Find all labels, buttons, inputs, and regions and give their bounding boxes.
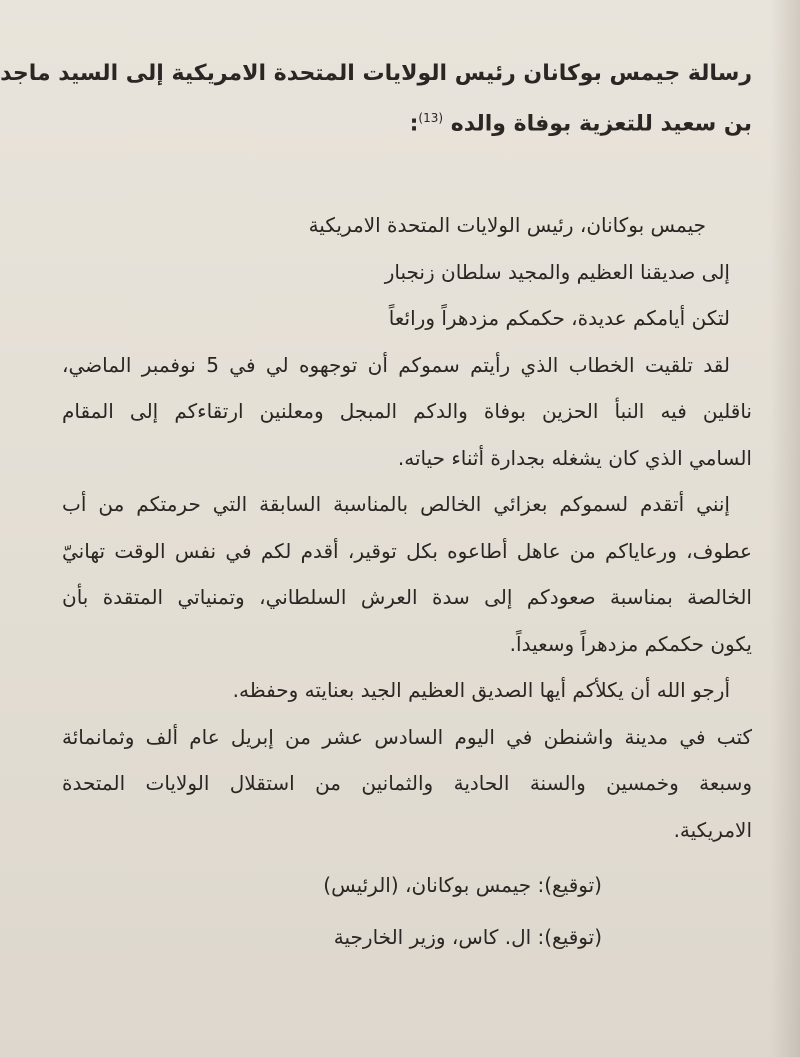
para3-line-1: أرجو الله أن يكلأكم أيها الصديق العظيم الجيد بعنايته وحفظه. [232,678,730,703]
para4-line-2: وسبعة وخمسين والسنة الحادية والثمانين من استقلال الولايات المتحدة [62,771,752,796]
heading-line-2-text: بن سعيد للتعزية بوفاة والده [450,111,752,137]
letter-body [62,202,752,853]
heading-colon: : [409,111,419,137]
para4-line-1: كتب في مدينة واشنطن في اليوم السادس عشر من إبريل عام ألف وثمانمائة [62,724,752,749]
para2-line-2: عطوف، ورعاياكم من عاهل أطاعوه بكل توقير، أقدم لكم في نفس الوقت تهانيّ [62,538,752,563]
letter-heading [0,52,752,146]
para2-line-3: الخالصة بمناسبة صعودكم إلى سدة العرش السلطاني، وتمنياتي المتقدة بأن [62,585,752,610]
letter-recipient: إلى صديقنا العظيم والمجيد سلطان زنجبار [384,259,730,284]
para2-line-1: إنني أتقدم لسموكم بعزائي الخالص بالمناسبة السابقة التي حرمتكم من أب [62,492,730,517]
page-spine-shadow [770,0,800,1057]
heading-line-1: رسالة جيمس بوكانان رئيس الولايات المتحدة الامريكية إلى السيد ماجد [0,61,752,86]
signature-secretary: (توقيع): ال. كاس، وزير الخارجية [333,925,602,950]
para1-line-2: ناقلين فيه النبأ الحزين بوفاة والدكم المبجل ومعلنين ارتقاءكم إلى المقام [62,399,752,424]
signature-president: (توقيع): جيمس بوكانان، (الرئيس) [323,873,602,898]
text-area [0,52,752,963]
para1-line-1: لقد تلقيت الخطاب الذي رأيتم سموكم أن توجهوه لي في 5 نوفمبر الماضي، [62,352,730,377]
footnote-reference: (13) [418,111,444,125]
letter-greeting: لتكن أيامكم عديدة، حكمكم مزدهراً ورائعاً [388,306,730,331]
para4-line-3: الامريكية. [673,817,752,842]
para2-line-4: يكون حكمكم مزدهراً وسعيداً. [509,631,752,656]
signature-block [62,859,752,963]
letter-sender: جيمس بوكانان، رئيس الولايات المتحدة الامريكية [308,213,706,238]
heading-line-2 [62,96,752,146]
para1-line-3: السامي الذي كان يشغله بجدارة أثناء حياته. [397,445,752,470]
